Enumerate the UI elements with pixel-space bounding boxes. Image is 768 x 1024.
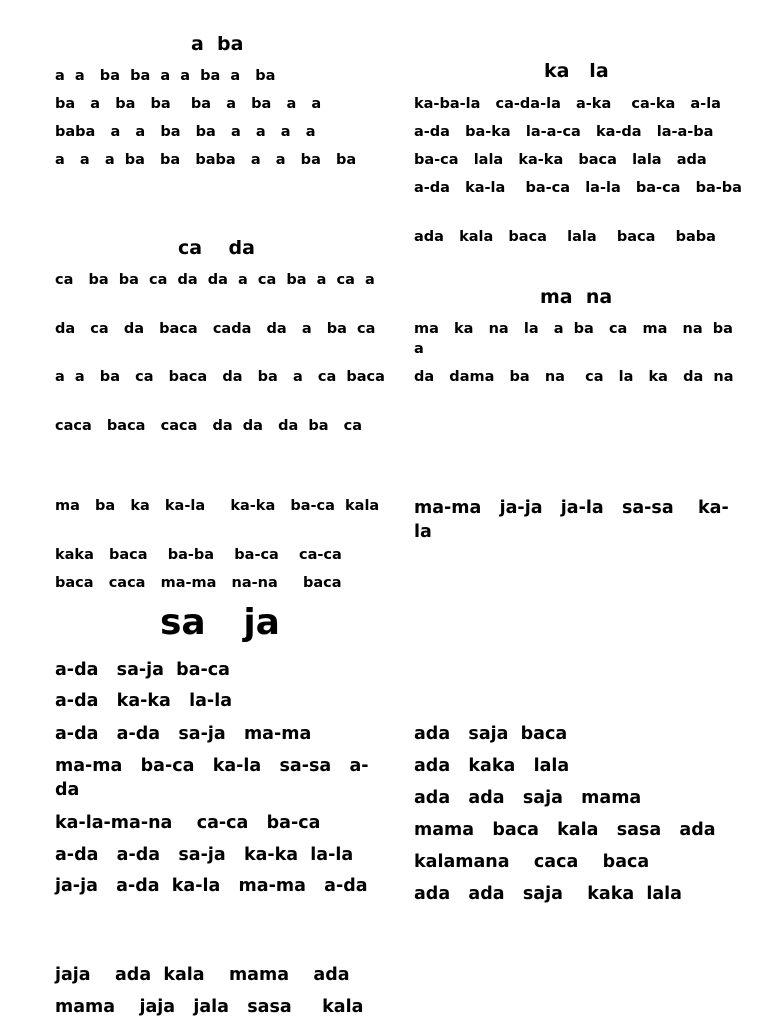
sa-ja-bottom-line-2: mama jaja jala sasa kala bbox=[55, 997, 364, 1017]
heading-sa-ja: sa ja bbox=[160, 602, 280, 643]
sa-ja-bottom-line-1: jaja ada kala mama ada bbox=[55, 965, 350, 985]
heading-ma-na: ma na bbox=[540, 286, 613, 308]
sa-ja-left-line-6: a-da a-da sa-ja ka-ka la-la bbox=[55, 845, 354, 865]
heading-ca-da: ca da bbox=[178, 237, 255, 259]
sa-ja-right-line-5: kalamana caca baca bbox=[414, 852, 650, 872]
sa-ja-left-line-4: ma-ma ba-ca ka-la sa-sa a-da bbox=[55, 756, 369, 800]
ka-la-line-4: a-da ka-la ba-ca la-la ba-ca ba-ba bbox=[414, 180, 742, 196]
a-ba-line-4: a a a ba ba baba a a ba ba bbox=[55, 152, 357, 168]
ma-na-line-1: ma ka na la a ba ca ma na ba a bbox=[414, 321, 749, 357]
ka-la-line-2: a-da ba-ka la-a-ca ka-da la-a-ba bbox=[414, 124, 714, 140]
ka-la-line-3: ba-ca lala ka-ka baca lala ada bbox=[414, 152, 707, 168]
mix-left-line-3: baca caca ma-ma na-na baca bbox=[55, 575, 342, 591]
mix-left-line-1: ma ba ka ka-la ka-ka ba-ca kala bbox=[55, 498, 380, 514]
ca-da-line-4: caca baca caca da da da ba ca bbox=[55, 418, 363, 434]
sa-ja-right-line-3: ada ada saja mama bbox=[414, 788, 642, 808]
a-ba-line-1: a a ba ba a a ba a ba bbox=[55, 68, 276, 84]
ca-da-line-1: ca ba ba ca da da a ca ba a ca a bbox=[55, 272, 375, 288]
heading-ka-la: ka la bbox=[544, 60, 609, 82]
ka-la-line-1: ka-ba-la ca-da-la a-ka ca-ka a-la bbox=[414, 96, 721, 112]
sa-ja-left-line-1: a-da sa-ja ba-ca bbox=[55, 660, 230, 680]
sa-ja-right-line-2: ada kaka lala bbox=[414, 756, 570, 776]
sa-ja-right-line-1: ada saja baca bbox=[414, 724, 568, 744]
a-ba-line-3: baba a a ba ba a a a a bbox=[55, 124, 316, 140]
sa-ja-left-line-3: a-da a-da sa-ja ma-ma bbox=[55, 724, 312, 744]
sa-ja-right-line-4: mama baca kala sasa ada bbox=[414, 820, 716, 840]
mix-left-line-2: kaka baca ba-ba ba-ca ca-ca bbox=[55, 547, 342, 563]
mix-right-line-1: ma-ma ja-ja ja-la sa-sa ka-la bbox=[414, 498, 729, 542]
ka-la-line-5: ada kala baca lala baca baba bbox=[414, 229, 716, 245]
ca-da-line-3: a a ba ca baca da ba a ca baca bbox=[55, 369, 385, 385]
sa-ja-left-line-2: a-da ka-ka la-la bbox=[55, 691, 232, 711]
sa-ja-left-line-7: ja-ja a-da ka-la ma-ma a-da bbox=[55, 876, 368, 896]
sa-ja-left-line-5: ka-la-ma-na ca-ca ba-ca bbox=[55, 813, 321, 833]
ma-na-line-2: da dama ba na ca la ka da na bbox=[414, 369, 734, 385]
heading-a-ba: a ba bbox=[191, 33, 244, 55]
ca-da-line-2: da ca da baca cada da a ba ca bbox=[55, 321, 376, 337]
sa-ja-right-line-6: ada ada saja kaka lala bbox=[414, 884, 682, 904]
a-ba-line-2: ba a ba ba ba a ba a a bbox=[55, 96, 322, 112]
